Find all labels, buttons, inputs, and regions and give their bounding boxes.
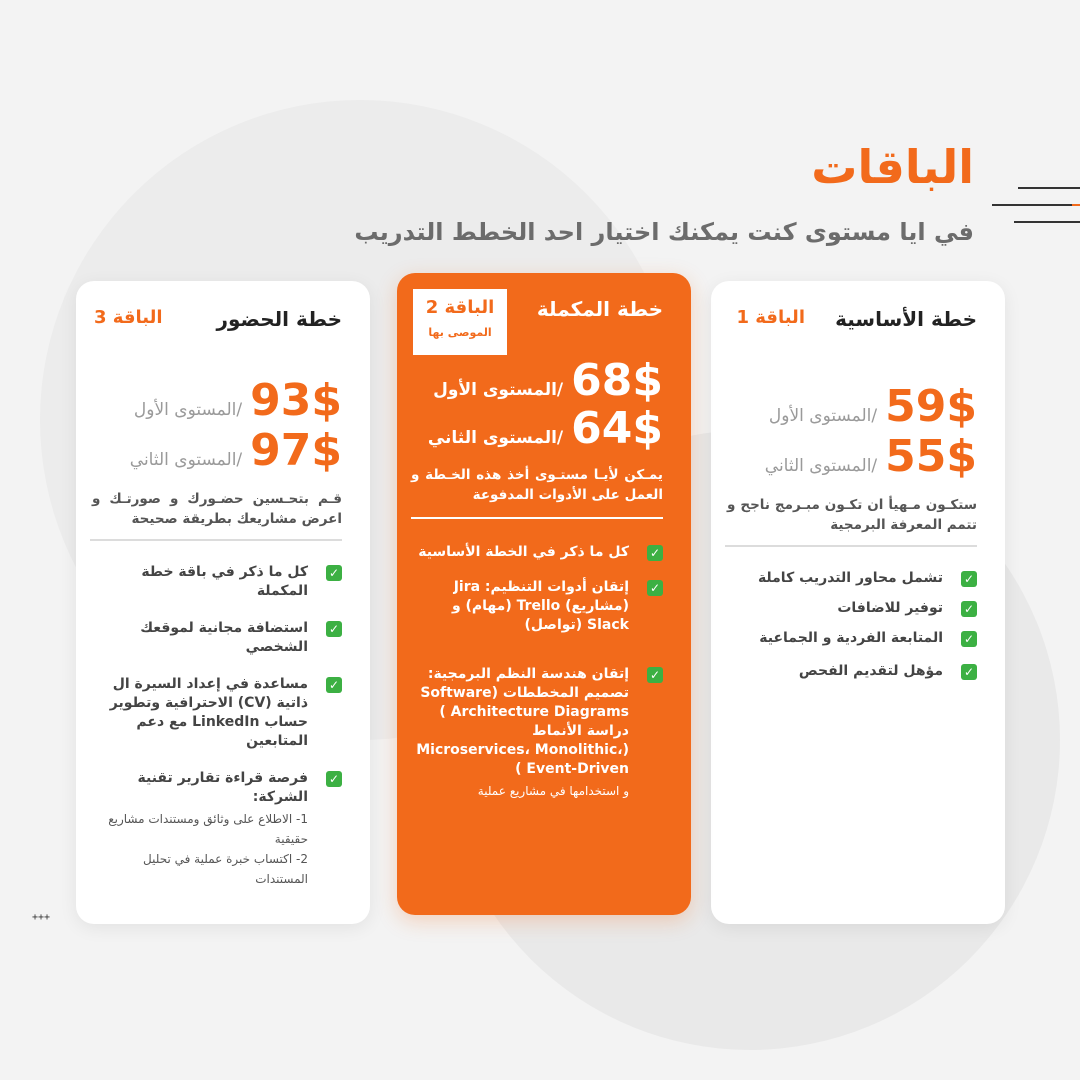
- feature-text: تشمل محاور التدريب كاملة: [757, 570, 943, 586]
- recommended-badge: [413, 289, 507, 355]
- feature-item: [725, 569, 977, 588]
- price-label: /المستوى الثاني: [427, 428, 564, 448]
- feature-item: [411, 578, 663, 635]
- divider: [725, 545, 977, 547]
- plan-description: يمـكن لأيـا مستـوى أخذ هذه الخـطة و العمل على الأدوات المدفوعة: [411, 467, 663, 503]
- plan-number: الباقة 1: [736, 307, 805, 328]
- feature-text: المتابعة الفردية و الجماعية: [759, 630, 943, 646]
- plan-description: قـم بتحـسين حضـورك و صورتـك و اعرض مشاريعك بطريقة صحيحة: [92, 491, 342, 527]
- check-icon: ✓: [961, 571, 977, 587]
- plan-name: خطة الحضور: [216, 307, 342, 331]
- price-amount: 59$: [885, 381, 977, 432]
- svg-text:+++: +++: [31, 912, 50, 923]
- feature-list: [411, 543, 663, 801]
- check-icon: ✓: [961, 664, 977, 680]
- feature-item: [90, 619, 342, 657]
- plan-description: ستكـون مـهيأ ان تكـون مبـرمج ناجح و تتمم المعرفة البرمجية: [727, 497, 977, 533]
- feature-item: [725, 599, 977, 618]
- price-row-level-2: [765, 431, 977, 482]
- feature-text: توفير للاضافات: [837, 600, 943, 616]
- price-label: /المستوى الأول: [133, 400, 243, 420]
- feature-subtext: و استخدامها في مشاريع عملية: [477, 784, 629, 798]
- feature-item: [411, 543, 663, 562]
- feature-text: فرصة قراءة تقارير تقنية الشركة:: [137, 770, 308, 805]
- check-icon: ✓: [647, 545, 663, 561]
- feature-text: كل ما ذكر في الخطة الأساسية: [418, 544, 629, 560]
- page-title: الباقات: [811, 140, 974, 194]
- feature-item: [90, 769, 342, 889]
- plan-card-attendance[interactable]: [76, 281, 370, 924]
- price-amount: 55$: [885, 431, 977, 482]
- decorative-dots: [990, 186, 1080, 226]
- price-amount: 64$: [571, 403, 663, 454]
- check-icon: ✓: [326, 565, 342, 581]
- feature-item: [90, 563, 342, 601]
- price-label: /المستوى الأول: [433, 380, 564, 400]
- price-row-level-2: [428, 403, 663, 454]
- check-icon: ✓: [647, 667, 663, 683]
- check-icon: ✓: [326, 677, 342, 693]
- check-icon: ✓: [326, 621, 342, 637]
- price-row-level-1: [134, 375, 342, 426]
- price-label: /المستوى الأول: [768, 406, 878, 426]
- feature-item: [725, 629, 977, 648]
- feature-item: [411, 665, 663, 801]
- feature-subtext: 2- اكتساب خبرة عملية في تحليل المستندات: [143, 852, 308, 886]
- price-label: /المستوى الثاني: [764, 456, 878, 476]
- price-row-level-1: [769, 381, 977, 432]
- feature-subtext: 1- الاطلاع على وثائق ومستندات مشاريع حقيقية: [108, 812, 308, 846]
- check-icon: ✓: [961, 631, 977, 647]
- feature-text: استضافة مجانية لموقعك الشخصي: [140, 620, 308, 655]
- feature-text: مساعدة في إعداد السيرة ال ذاتية (CV) الاحترافية وتطوير حساب LinkedIn مع دعم المتابعين: [109, 676, 308, 749]
- divider: [411, 517, 663, 519]
- check-icon: ✓: [961, 601, 977, 617]
- check-icon: ✓: [647, 580, 663, 596]
- plan-card-basic[interactable]: [711, 281, 1005, 924]
- recommended-label: الموصى بها: [428, 326, 492, 339]
- feature-text: إتقان أدوات التنظيم: Jira (مشاريع) Trello (مهام) و Slack (تواصل): [451, 579, 629, 633]
- decorative-plus-pattern: [0, 884, 80, 954]
- price-amount: 93$: [250, 375, 342, 426]
- divider: [90, 539, 342, 541]
- feature-item: [725, 662, 977, 681]
- check-icon: ✓: [326, 771, 342, 787]
- price-amount: 97$: [250, 425, 342, 476]
- plan-number: الباقة 3: [94, 307, 163, 328]
- feature-text: مؤهل لتقديم الفحص: [798, 663, 943, 679]
- feature-item: [90, 675, 342, 751]
- price-row-level-1: [433, 355, 663, 406]
- price-amount: 68$: [571, 355, 663, 406]
- feature-list: [725, 569, 977, 681]
- feature-text: إتقان هندسة النظم البرمجية: تصميم المخططات (Software Architecture Diagrams ) دراسة الأنماط (Microservices، Monolithic، Event-Driven ): [416, 666, 629, 777]
- feature-list: [90, 563, 342, 889]
- page-subtitle: في ايا مستوى كنت يمكنك اختيار احد الخطط التدريب: [354, 218, 974, 246]
- plan-number: الباقة 2: [425, 297, 495, 318]
- price-label: /المستوى الثاني: [129, 450, 243, 470]
- price-row-level-2: [130, 425, 342, 476]
- plan-name: خطة الأساسية: [835, 307, 977, 331]
- feature-text: كل ما ذكر في باقة خطة المكملة: [141, 564, 308, 599]
- plan-card-complementary[interactable]: [397, 273, 691, 915]
- plan-name: خطة المكملة: [536, 297, 663, 321]
